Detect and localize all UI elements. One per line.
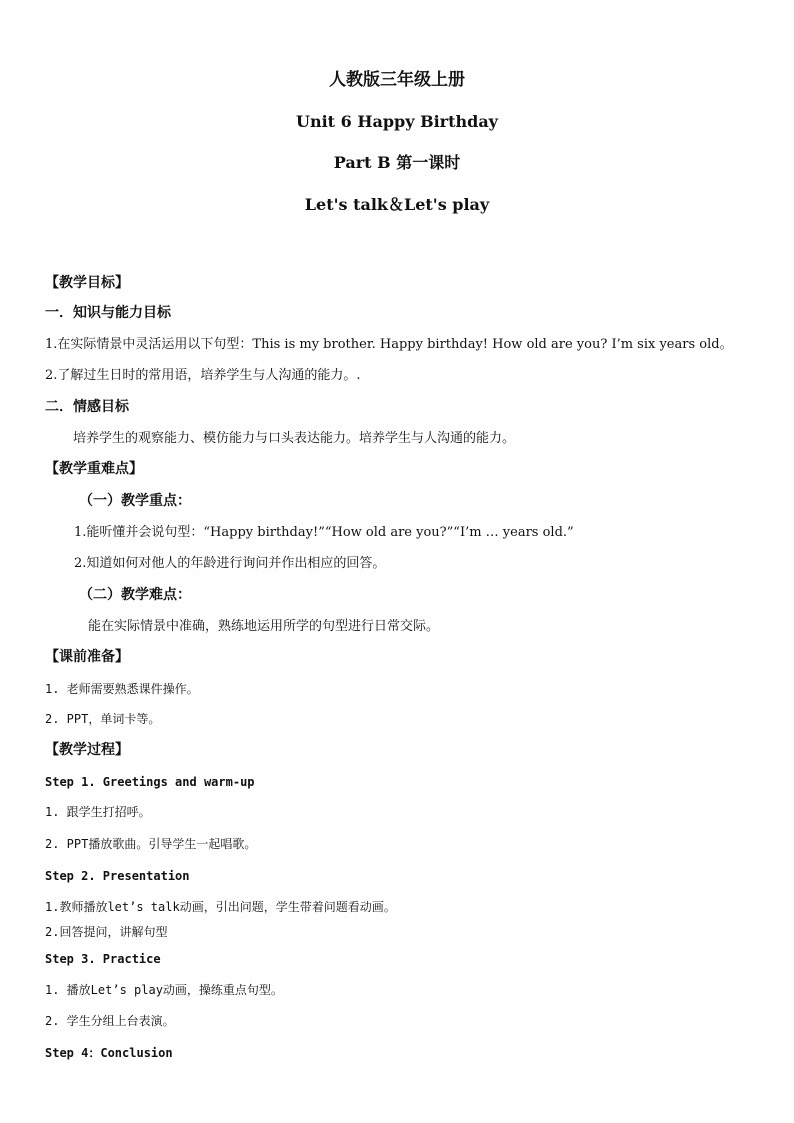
key-points-heading: 【教学重难点】 (45, 461, 143, 477)
emotion-text: 培养学生的观察能力、模仿能力与口头表达能力。培养学生与人沟通的能力。 (73, 431, 516, 446)
preparation-heading: 【课前准备】 (45, 649, 129, 665)
step2-item-2: 2.回答提问，讲解句型 (45, 925, 168, 939)
difficulty-text: 能在实际情景中准确，熟练地运用所学的句型进行日常交际。 (88, 619, 440, 634)
lesson-title: Let's talk＆Let's play (304, 195, 490, 214)
knowledge-item-2: 2.了解过生日时的常用语，培养学生与人沟通的能力。. (45, 368, 361, 383)
objectives-heading: 【教学目标】 (45, 275, 129, 291)
knowledge-heading: 一．知识与能力目标 (45, 305, 171, 321)
step1-item-2: 2. PPT播放歌曲。引导学生一起唱歌。 (45, 837, 257, 851)
part-title: Part B 第一课时 (333, 153, 461, 172)
preparation-item-1: 1. 老师需要熟悉课件操作。 (45, 682, 199, 696)
step3-item-1: 1. 播放Let’s play动画，操练重点句型。 (45, 983, 283, 997)
knowledge-item-1: 1.在实际情景中灵活运用以下句型：This is my brother. Happy birthday! How old are you? I’m six years old。 (45, 337, 733, 352)
focus-item-2: 2.知道如何对他人的年龄进行询问并作出相应的回答。 (74, 556, 386, 571)
step3-heading: Step 3. Practice (45, 952, 161, 966)
difficulty-heading: （二）教学难点： (79, 587, 191, 603)
step2-item-1: 1.教师播放let’s talk动画，引出问题，学生带着问题看动画。 (45, 900, 396, 914)
step4-heading: Step 4：Conclusion (45, 1046, 173, 1060)
unit-title: Unit 6 Happy Birthday (296, 112, 498, 131)
focus-item-1: 1.能听懂并会说句型：“Happy birthday!”“How old are you?”“I’m … years old.” (74, 525, 574, 540)
doc-title: 人教版三年级上册 (329, 70, 465, 90)
emotion-heading: 二．情感目标 (45, 399, 129, 415)
process-heading: 【教学过程】 (45, 742, 129, 758)
step3-item-2: 2. 学生分组上台表演。 (45, 1014, 175, 1028)
step1-item-1: 1. 跟学生打招呼。 (45, 805, 151, 819)
step2-heading: Step 2. Presentation (45, 869, 190, 883)
step1-heading: Step 1. Greetings and warm-up (45, 775, 255, 789)
focus-heading: （一）教学重点： (79, 493, 191, 509)
preparation-item-2: 2. PPT，单词卡等。 (45, 712, 161, 726)
